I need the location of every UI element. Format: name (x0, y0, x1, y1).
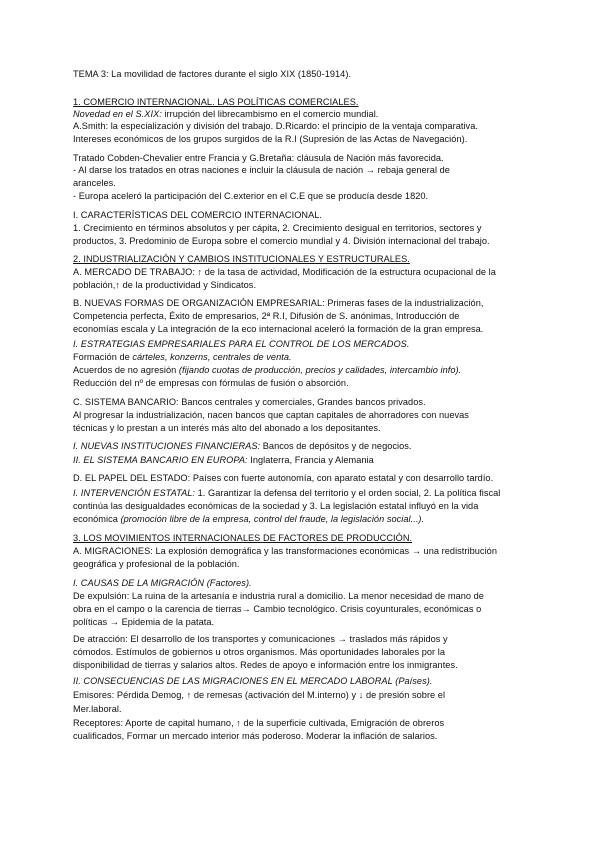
italic-label: Novedad en el S.XIX: (73, 109, 162, 119)
text-line: geográfica y profesional de la población. (73, 559, 240, 569)
text-line: cómodos. Estímulos de gobiernos u otros organismos. Más oportunidades laborales por la (73, 647, 445, 657)
text-line: cualificados, Formar un mercado interior más poderoso. Moderar la inflación de salarios. (73, 731, 438, 741)
text-line: D. EL PAPEL DEL ESTADO: Países con fuerte autonomía, con aparato estatal y con desarrollo tardío. (73, 473, 494, 483)
text-line: políticas → Epidemia de la patata. (73, 617, 215, 627)
text-line: Novedad en el S.XIX: irrupción del librecambismo en el comercio mundial. (73, 109, 379, 119)
text-line: A. MERCADO DE TRABAJO: ↑ de la tasa de actividad, Modificación de la estructura ocupacional de la (73, 267, 496, 277)
text-line: Acuerdos de no agresión (fijando cuotas de producción, precios y calidades, intercambio info). (73, 365, 462, 375)
text-line: De expulsión: La ruina de la artesanía e industria rural a domicilio. La menor necesidad de mano de (73, 591, 484, 601)
subsection-heading: II. CONSECUENCIAS DE LAS MIGRACIONES EN EL MERCADO LABORAL (Países). (73, 676, 433, 686)
text-line: Receptores: Aporte de capital humano, ↑ de la superficie cultivada, Emigración de obreros (73, 718, 445, 728)
text-line: Competencia perfecta, Éxito de empresarios, 2ª R.I, Difusión de S. anónimas, Introducción de (73, 311, 460, 321)
text-line: B. NUEVAS FORMAS DE ORGANIZACIÓN EMPRESARIAL: Primeras fases de la industrialización, (73, 298, 484, 308)
text-line: 1. Crecimiento en términos absolutos y per cápita, 2. Crecimiento desigual en territorios, sectores y (73, 223, 482, 233)
text-line: económica (promoción libre de la empresa, control del fraude, la legislación social...). (73, 514, 425, 524)
text-line: productos, 3. Predominio de Europa sobre el comercio mundial y 4. División internacional del trabajo. (73, 236, 490, 246)
text-line: Formación de cárteles, konzerns, centrales de venta. (73, 352, 292, 362)
text-line: I. INTERVENCIÓN ESTATAL: 1. Garantizar la defensa del territorio y el orden social, 2. La política fiscal (73, 488, 501, 498)
text-line: A. MIGRACIONES: La explosión demográfica y las transformaciones económicas → una redistribución (73, 546, 497, 556)
text-line: - Al darse los tratados en otras naciones e incluir la cláusula de nación → rebaja general de (73, 165, 450, 175)
subsection-heading: I. CAUSAS DE LA MIGRACIÓN (Factores). (73, 578, 252, 588)
text-line: obra en el campo o la carencia de tierras→ Cambio tecnológico. Crisis coyunturales, económicas o (73, 604, 482, 614)
text-line: I. NUEVAS INSTITUCIONES FINANCIERAS: Bancos de depósitos y de negocios. (73, 441, 412, 451)
section-heading: 3. LOS MOVIMIENTOS INTERNACIONALES DE FACTORES DE PRODUCCIÓN. (73, 533, 413, 543)
text-line: Intereses económicos de los grupos surgidos de la R.I (Supresión de las Actas de Navegación). (73, 134, 468, 144)
subsection-heading: I. CARACTERÍSTICAS DEL COMERCIO INTERNACIONAL. (73, 210, 323, 220)
text-line: Tratado Cobden-Chevalier entre Francia y G.Bretaña: cláusula de Nación más favorecida. (73, 153, 444, 163)
text-line: aranceles. (73, 178, 116, 188)
text-line: continúa las desigualdades económicas de la sociedad y 3. La legislación estatal influyó en la vida (73, 501, 479, 511)
text-line: C. SISTEMA BANCARIO: Bancos centrales y comerciales, Grandes bancos privados. (73, 397, 426, 407)
text-line: Al progresar la industrialización, nacen bancos que captan capitales de ahorradores con nuevas (73, 410, 469, 420)
text-line: A.Smith: la especialización y división del trabajo. D.Ricardo: el principio de la ventaja comparativa. (73, 121, 478, 131)
text-line: II. EL SISTEMA BANCARIO EN EUROPA: Inglaterra, Francia y Alemania (73, 455, 374, 465)
text-line: economías escala y La integración de la eco internacional aceleró la formación de la gran empresa. (73, 324, 484, 334)
doc-title: TEMA 3: La movilidad de factores durante el siglo XIX (1850-1914). (73, 69, 352, 79)
text-line: - Europa aceleró la participación del C.exterior en el C.E que se producía desde 1820. (73, 191, 429, 201)
text-line: Emisores: Pérdida Demog, ↑ de remesas (activación del M.interno) y ↓ de presión sobre el (73, 690, 446, 700)
text-line: población,↑ de la productividad y Sindicatos. (73, 280, 257, 290)
subsection-heading: I. ESTRATEGIAS EMPRESARIALES PARA EL CONTROL DE LOS MERCADOS. (73, 339, 410, 349)
text-line: técnicas y lo prestan a un interés más alto del abonado a los depositantes. (73, 423, 381, 433)
text-line: Reducción del nº de empresas con fórmulas de fusión o absorción. (73, 378, 349, 388)
text-line: Mer.laboral. (73, 704, 122, 714)
text-line: disponibilidad de tierras y salarios altos. Redes de apoyo e información entre los inmigrantes. (73, 660, 458, 670)
section-heading: 2. INDUSTRIALIZACIÓN Y CAMBIOS INSTITUCIONALES Y ESTRUCTURALES. (73, 254, 410, 264)
section-heading: 1. COMERCIO INTERNACIONAL. LAS POLÍTICAS COMERCIALES. (73, 97, 359, 107)
text-line: De atracción: El desarrollo de los transportes y comunicaciones → traslados más rápidos y (73, 634, 448, 644)
